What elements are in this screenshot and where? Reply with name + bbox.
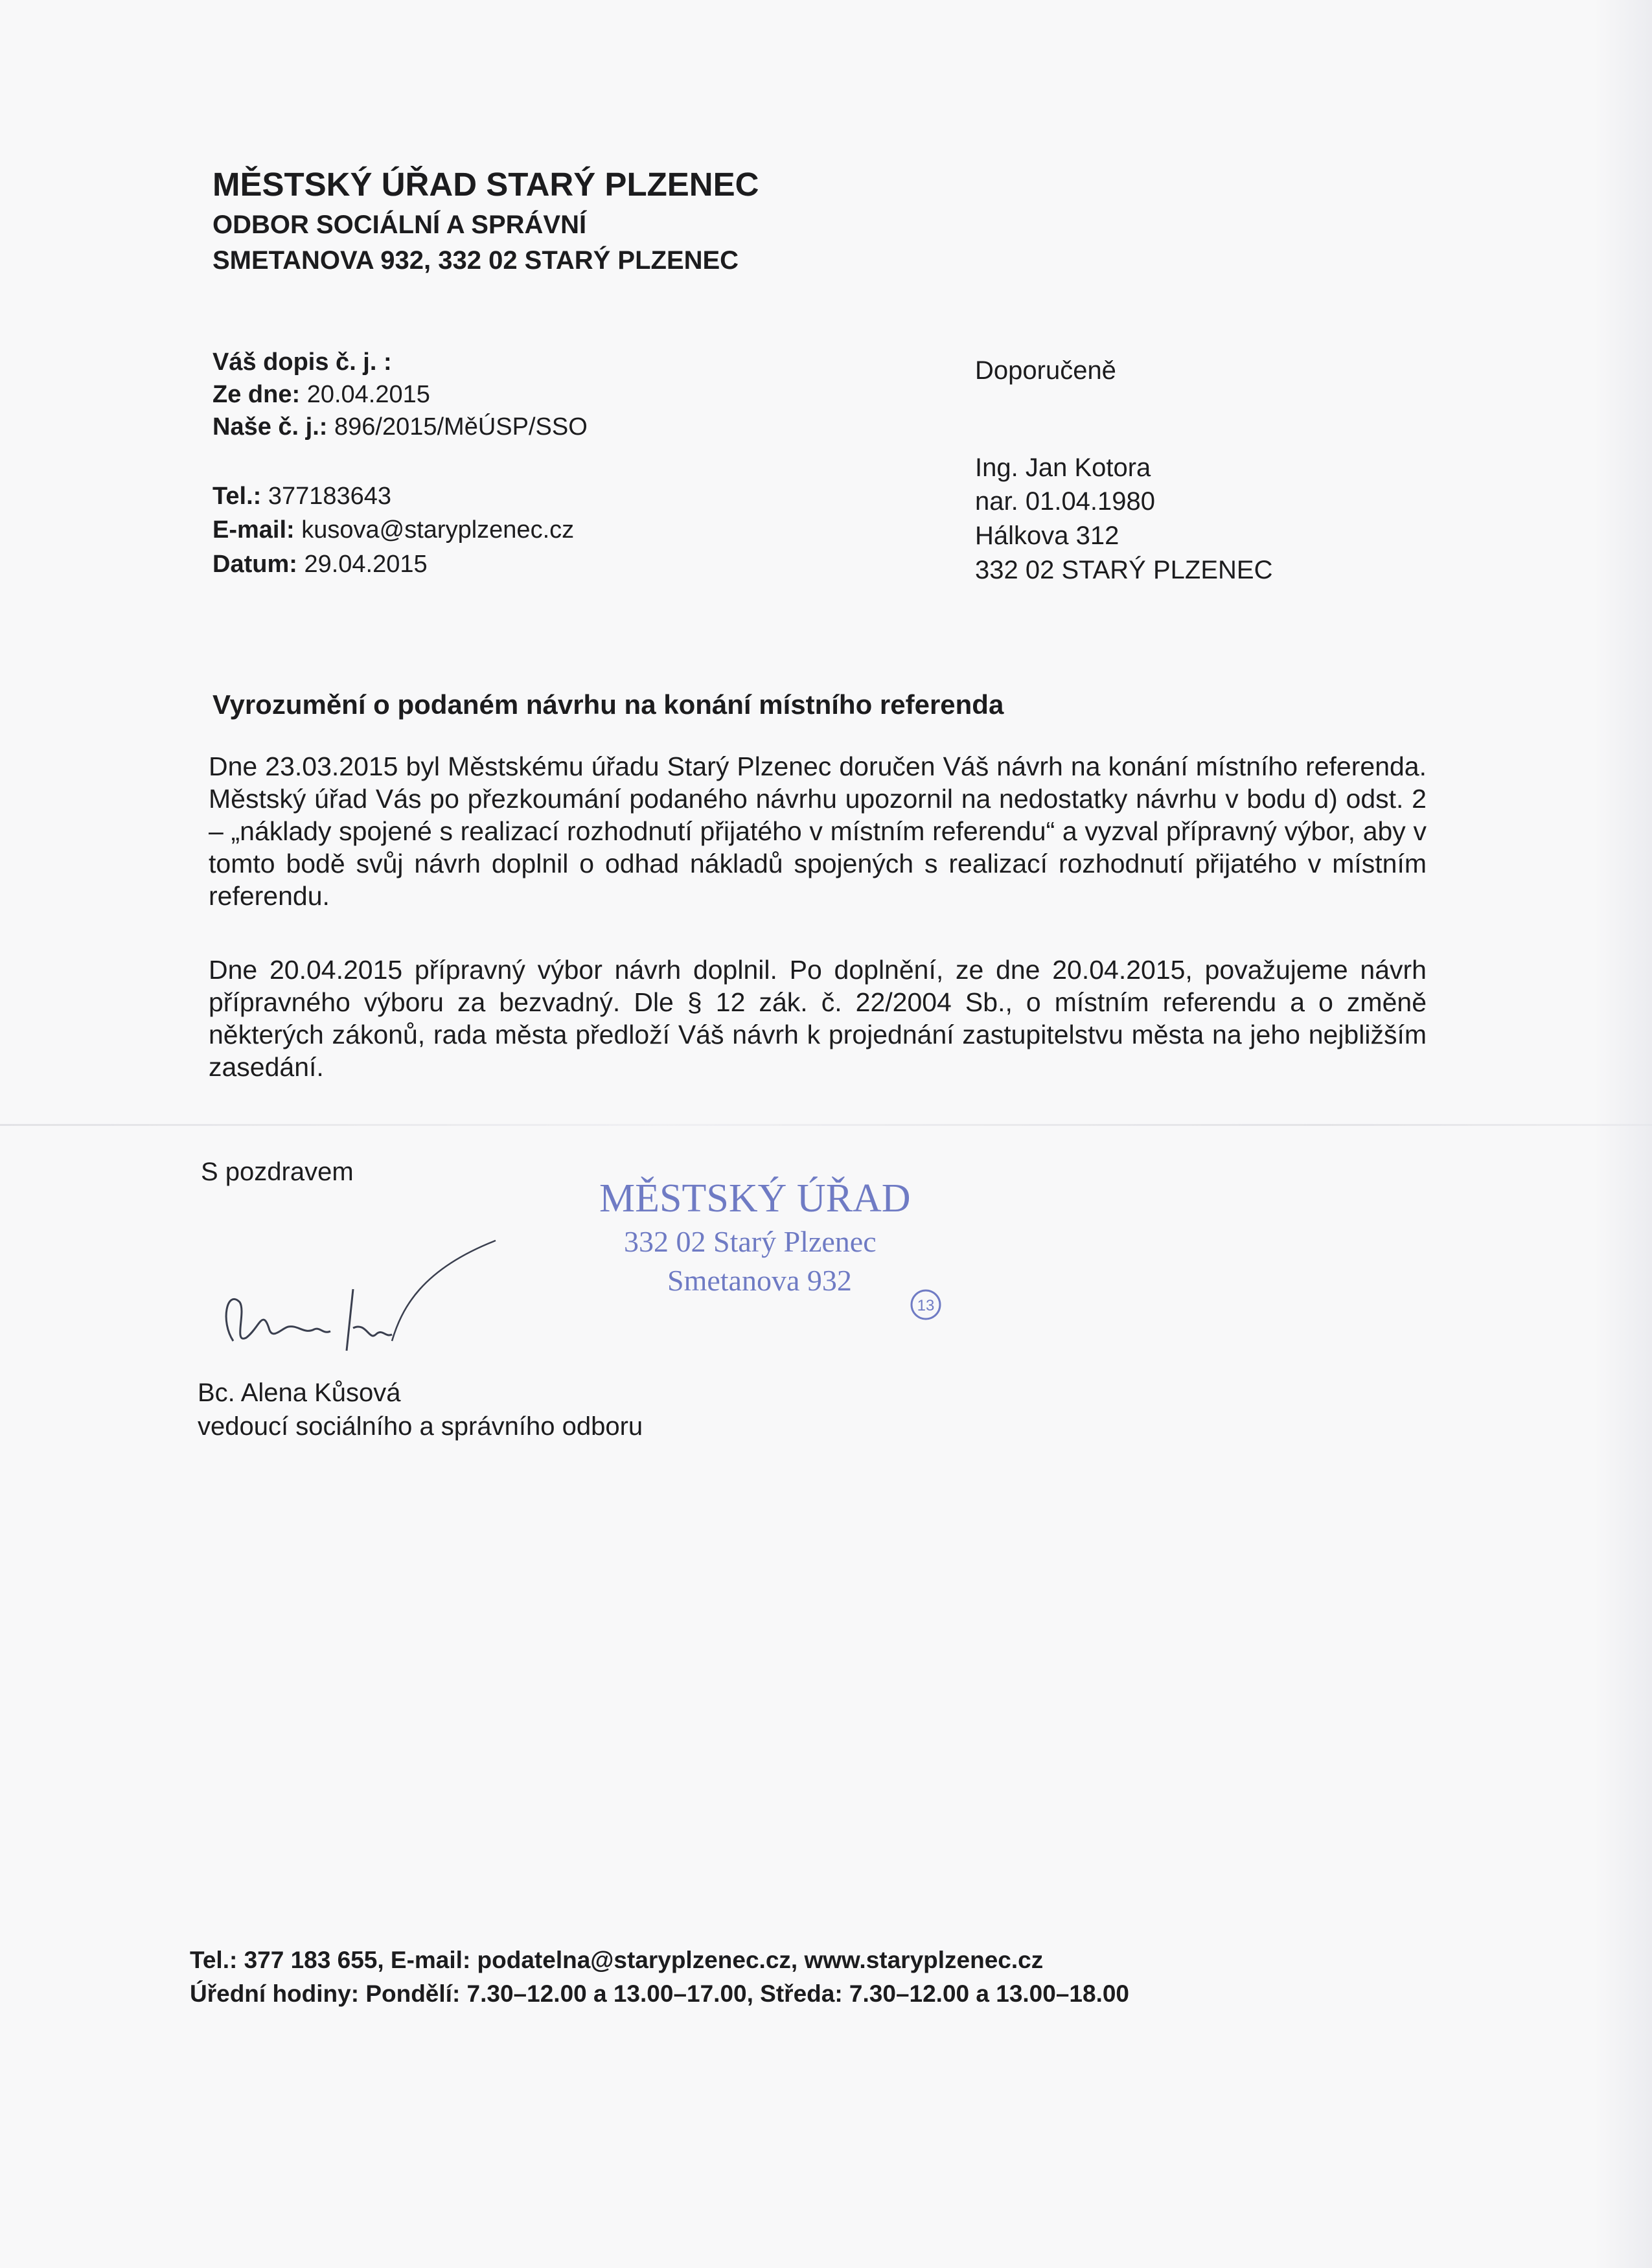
stamp-office-name: MĚSTSKÝ ÚŘAD	[599, 1176, 911, 1220]
recipient-birthdate: nar. 01.04.1980	[975, 487, 1156, 516]
office-address: SMETANOVA 932, 332 02 STARÝ PLZENEC	[212, 246, 739, 275]
footer-contacts: Tel.: 377 183 655, E-mail: podatelna@staryplzenec.cz, www.staryplzenec.cz	[190, 1947, 1044, 1973]
paper-edge-shadow	[1594, 0, 1652, 2268]
recipient-city: 332 02 STARÝ PLZENEC	[975, 556, 1273, 584]
footer-office-hours: Úřední hodiny: Pondělí: 7.30–12.00 a 13.00–17.00, Středa: 7.30–12.00 a 13.00–18.00	[190, 1980, 1130, 2007]
letter-date: Datum: 29.04.2015	[212, 551, 428, 578]
delivery-type: Doporučeně	[975, 356, 1116, 385]
paper-fold-line	[0, 1124, 1652, 1126]
greeting: S pozdravem	[201, 1158, 354, 1186]
body-paragraph-1: Dne 23.03.2015 byl Městskému úřadu Starý Plzenec doručen Váš návrh na konání místního referenda. Městský úřad Vás po přezkoumání podaného návrhu upozornil na nedostatky návrhu v bodu d) odst. 2 – „náklady spojené s realizací rozhodnutí přijatého v místním referendu“ a vyzval přípravný výbor, aby v tomto bodě svůj návrh doplnil o odhad nákladů spojených s realizací rozhodnutí přijatého v místním referendu.	[209, 751, 1427, 911]
signer-title: vedoucí sociálního a správního odboru	[198, 1412, 643, 1441]
stamp-seal-icon	[907, 1286, 945, 1323]
department-name: ODBOR SOCIÁLNÍ A SPRÁVNÍ	[212, 211, 587, 239]
stamp-city: 332 02 Starý Plzenec	[624, 1225, 877, 1258]
stamp-street: Smetanova 932	[667, 1264, 852, 1297]
handwritten-signature	[207, 1231, 518, 1373]
date-from: Ze dne: 20.04.2015	[212, 381, 430, 408]
recipient-name: Ing. Jan Kotora	[975, 453, 1151, 482]
recipient-street: Hálkova 312	[975, 521, 1119, 550]
body-paragraph-2: Dne 20.04.2015 přípravný výbor návrh doplnil. Po doplnění, ze dne 20.04.2015, považujeme návrh přípravného výboru za bezvadný. Dle § 12 zák. č. 22/2004 Sb., o místním referendu a o změně některých zákonů, rada města předloží Váš návrh k projednání zastupitelstvu města na jeho nejbližším zasedání.	[209, 955, 1427, 1082]
your-letter-ref: Váš dopis č. j. :	[212, 349, 392, 376]
email: E-mail: kusova@staryplzenec.cz	[212, 516, 575, 544]
telephone: Tel.: 377183643	[212, 483, 392, 510]
stamp-seal-number: 13	[917, 1297, 935, 1314]
our-ref: Naše č. j.: 896/2015/MěÚSP/SSO	[212, 413, 588, 441]
letter-subject: Vyrozumění o podaném návrhu na konání místního referenda	[212, 689, 1004, 720]
signer-name: Bc. Alena Kůsová	[198, 1379, 401, 1407]
office-name: MĚSTSKÝ ÚŘAD STARÝ PLZENEC	[212, 166, 759, 203]
